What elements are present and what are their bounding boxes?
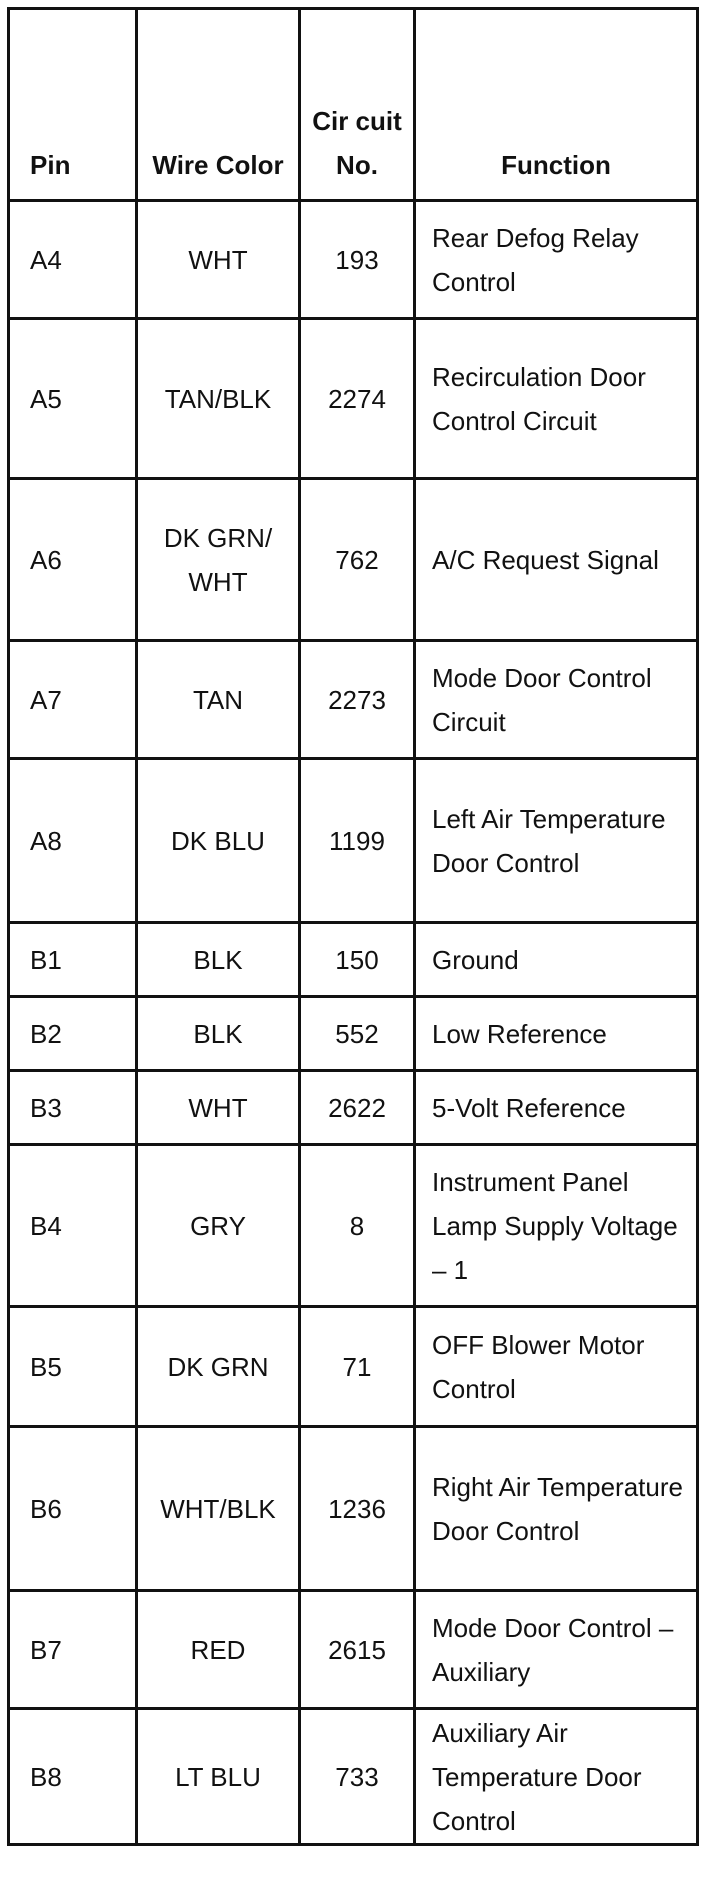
pin-cell: B3 xyxy=(9,1071,137,1145)
circuit-number-cell: 762 xyxy=(300,479,415,641)
header-circuit-no: Cir cuit No. xyxy=(300,9,415,201)
pin-cell: A5 xyxy=(9,319,137,479)
pin-cell: B1 xyxy=(9,923,137,997)
wire-color-cell: BLK xyxy=(137,923,300,997)
connector-table-container xyxy=(7,7,699,1846)
table-row xyxy=(9,997,698,1071)
header-wire-color: Wire Color xyxy=(137,9,300,201)
function-cell: 5-Volt Reference xyxy=(415,1071,698,1145)
wire-color-cell: GRY xyxy=(137,1145,300,1307)
table-row xyxy=(9,759,698,923)
wire-color-cell: TAN/BLK xyxy=(137,319,300,479)
header-pin: Pin xyxy=(9,9,137,201)
function-cell: Instrument Panel Lamp Supply Voltage – 1 xyxy=(415,1145,698,1307)
pin-cell: B7 xyxy=(9,1591,137,1709)
table-row xyxy=(9,1709,698,1845)
function-cell: Low Reference xyxy=(415,997,698,1071)
function-cell: Right Air Temperature Door Control xyxy=(415,1427,698,1591)
wire-color-cell: LT BLU xyxy=(137,1709,300,1845)
table-row xyxy=(9,1145,698,1307)
wire-color-cell: WHT xyxy=(137,1071,300,1145)
pin-cell: B4 xyxy=(9,1145,137,1307)
circuit-number-cell: 150 xyxy=(300,923,415,997)
table-body xyxy=(9,201,698,1845)
function-cell: Mode Door Control – Auxiliary xyxy=(415,1591,698,1709)
circuit-number-cell: 71 xyxy=(300,1307,415,1427)
table-row xyxy=(9,923,698,997)
wire-color-cell: WHT/BLK xyxy=(137,1427,300,1591)
function-cell: Ground xyxy=(415,923,698,997)
table-row xyxy=(9,1591,698,1709)
pin-cell: A4 xyxy=(9,201,137,319)
pin-cell: B5 xyxy=(9,1307,137,1427)
pin-cell: A7 xyxy=(9,641,137,759)
pin-cell: B2 xyxy=(9,997,137,1071)
circuit-number-cell: 733 xyxy=(300,1709,415,1845)
circuit-number-cell: 1199 xyxy=(300,759,415,923)
table-row xyxy=(9,1307,698,1427)
function-cell: Recirculation Door Control Circuit xyxy=(415,319,698,479)
circuit-number-cell: 2615 xyxy=(300,1591,415,1709)
wire-color-cell: WHT xyxy=(137,201,300,319)
function-cell: Auxiliary Air Temperature Door Control xyxy=(415,1709,698,1845)
table-row xyxy=(9,479,698,641)
circuit-number-cell: 2622 xyxy=(300,1071,415,1145)
pin-cell: A6 xyxy=(9,479,137,641)
pin-cell: A8 xyxy=(9,759,137,923)
table-row xyxy=(9,1427,698,1591)
header-function: Function xyxy=(415,9,698,201)
table-row xyxy=(9,1071,698,1145)
table-header-row xyxy=(9,9,698,201)
table-row xyxy=(9,201,698,319)
function-cell: Rear Defog Relay Control xyxy=(415,201,698,319)
circuit-number-cell: 193 xyxy=(300,201,415,319)
wire-color-cell: DK GRN/ WHT xyxy=(137,479,300,641)
wire-color-cell: BLK xyxy=(137,997,300,1071)
function-cell: OFF Blower Motor Control xyxy=(415,1307,698,1427)
function-cell: A/C Request Signal xyxy=(415,479,698,641)
table-row xyxy=(9,641,698,759)
pin-cell: B8 xyxy=(9,1709,137,1845)
table-row xyxy=(9,319,698,479)
wire-color-cell: TAN xyxy=(137,641,300,759)
wire-color-cell: DK BLU xyxy=(137,759,300,923)
connector-pinout-table xyxy=(7,7,699,1846)
circuit-number-cell: 1236 xyxy=(300,1427,415,1591)
circuit-number-cell: 8 xyxy=(300,1145,415,1307)
wire-color-cell: DK GRN xyxy=(137,1307,300,1427)
pin-cell: B6 xyxy=(9,1427,137,1591)
circuit-number-cell: 552 xyxy=(300,997,415,1071)
circuit-number-cell: 2273 xyxy=(300,641,415,759)
circuit-number-cell: 2274 xyxy=(300,319,415,479)
function-cell: Left Air Temperature Door Control xyxy=(415,759,698,923)
wire-color-cell: RED xyxy=(137,1591,300,1709)
function-cell: Mode Door Control Circuit xyxy=(415,641,698,759)
